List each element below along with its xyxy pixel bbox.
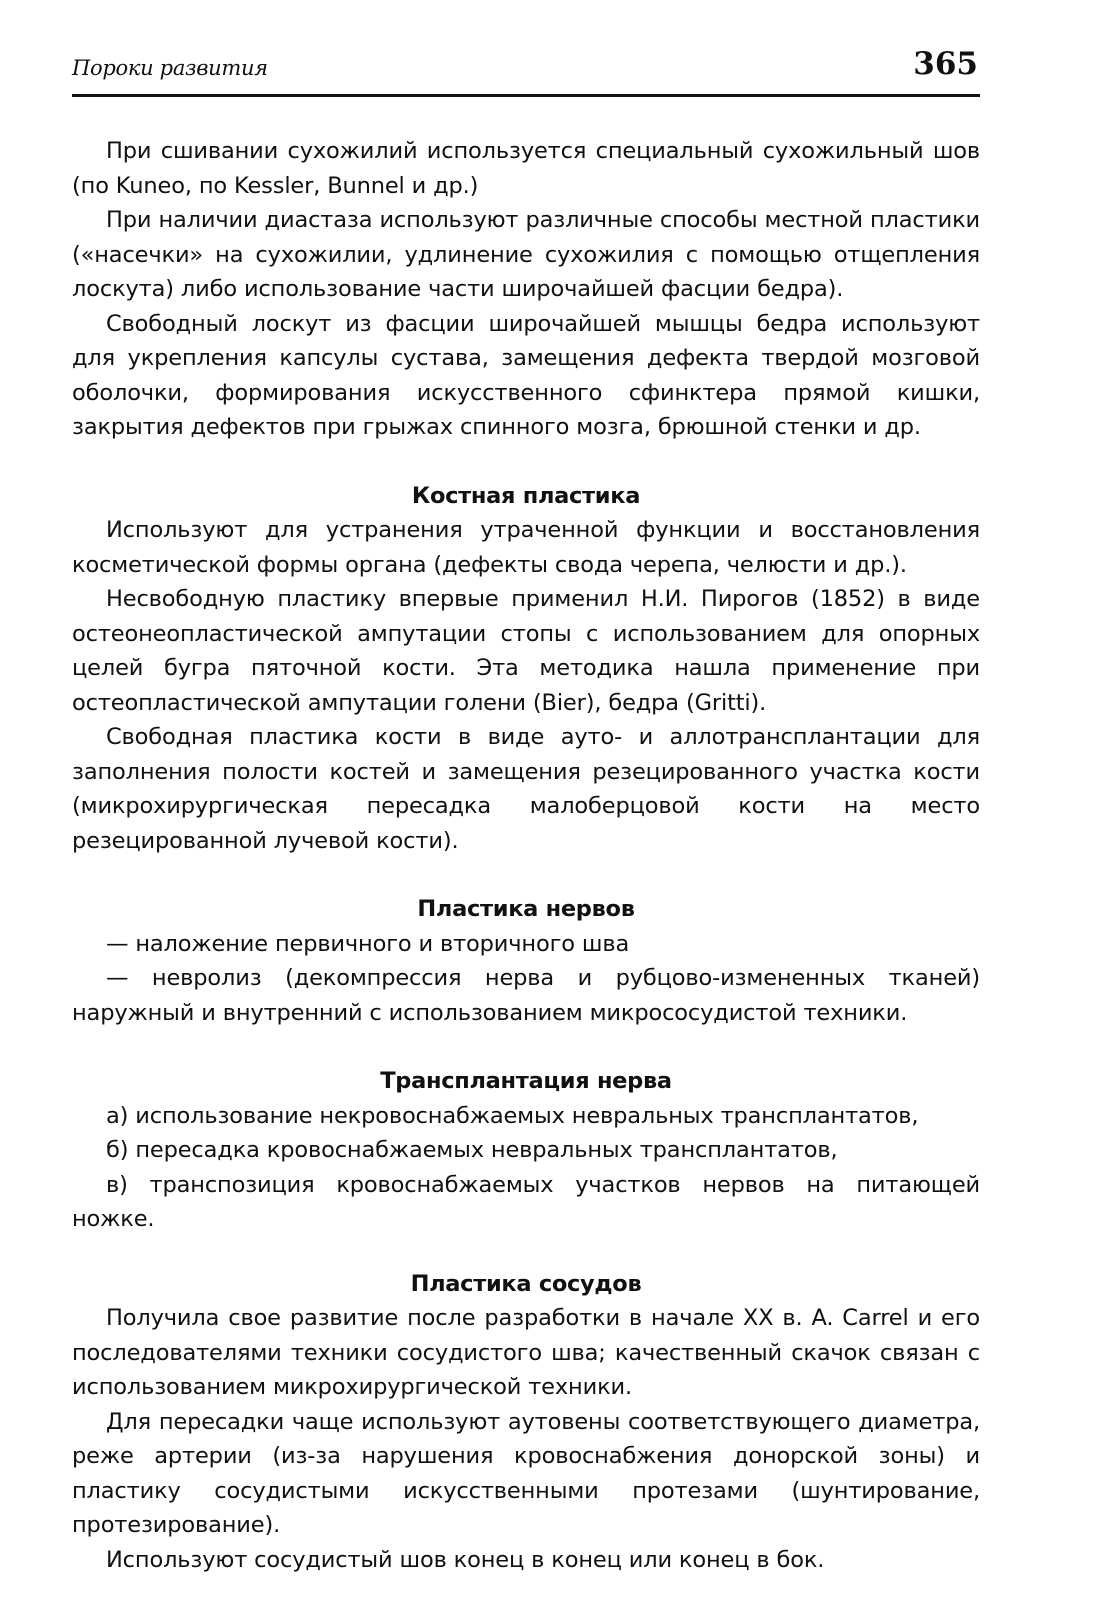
heading-nerve-transplant: Трансплантация нерва: [380, 1068, 672, 1094]
list-item-transplant-c: в) транспозиция кровоснабжаемых участков нервов на питающей ножке.: [72, 1171, 980, 1232]
page-header: [72, 44, 980, 97]
paragraph-pirogov: Несвободную пластику впервые применил Н.И. Пирогов (1852) в виде остеонеопластической ампутации стопы с использованием для опорных целей бугра пяточной кости. Эта методика нашла применение при остеопластической ампутации голени (Bier), бедра (Gritti).: [72, 586, 980, 716]
list-item-neurolysis: — невролиз (декомпрессия нерва и рубцово-измененных тканей) наружный и внутренний с использованием микрососудистой техники.: [72, 965, 980, 1026]
paragraph-free-bone-graft: Свободная пластика кости в виде ауто- и аллотрансплантации для заполнения полости костей и замещения резецированного участка кости (микрохирургическая пересадка малоберцовой кости на место: [72, 724, 980, 819]
paragraph-carrel: Получила свое развитие после разработки в начале XX в. A. Carrel и его последователями техники сосудистого шва; качественный скачок связан с использованием микрохирургической техники.: [72, 1305, 980, 1400]
paragraph-fascia-flap: Свободный лоскут из фасции широчайшей мышцы бедра используют для укрепления капсулы сустава, замещения дефекта твердой мозговой оболочки, формирования искусственного сфинктера прямой кишки, закрытия дефектов при грыжах спинного мозга, брюшной стенки и др.: [72, 310, 980, 440]
paragraph-free-bone-graft-end: резецированной лучевой кости).: [72, 827, 459, 854]
paragraph-bone-purpose: Используют для устранения утраченной функции и восстановления косметической формы органа (дефекты свода черепа, челюсти и др.).: [72, 517, 980, 578]
paragraph-autovein: Для пересадки чаще используют аутовены соответствующего диаметра, реже артерии (из-за нарушения кровоснабжения донорской зоны) и пластику сосудистыми искусственными протезами (шунтирование, протезирование).: [72, 1408, 980, 1538]
list-item-nerve-suture: — наложение первичного и вторичного шва: [106, 930, 630, 957]
paragraph-diastasis: При наличии диастаза используют различные способы местной пластики («насечки» на сухожилии, удлинение сухожилия с помощью отщепления лоскута) либо использование части широчайшей фасции бедра).: [72, 207, 980, 302]
running-title: Пороки развития: [72, 56, 268, 80]
list-item-transplant-a: а) использование некровоснабжаемых невральных трансплантатов,: [106, 1102, 919, 1129]
heading-vessel-plasty: Пластика сосудов: [410, 1270, 642, 1297]
heading-bone-plasty: Костная пластика: [411, 482, 641, 509]
paragraph-tendon-suture: При сшивании сухожилий используется специальный сухожильный шов (по Kuneo, по Kessler, Bunnel и др.): [72, 138, 980, 199]
paragraph-vascular-suture: Используют сосудистый шов конец в конец или конец в бок.: [106, 1546, 825, 1573]
page-number: 365: [913, 46, 978, 82]
heading-nerve-plasty: Пластика нервов: [417, 896, 635, 922]
list-item-transplant-b: б) пересадка кровоснабжаемых невральных трансплантатов,: [106, 1137, 838, 1163]
page-body: [72, 134, 980, 1577]
